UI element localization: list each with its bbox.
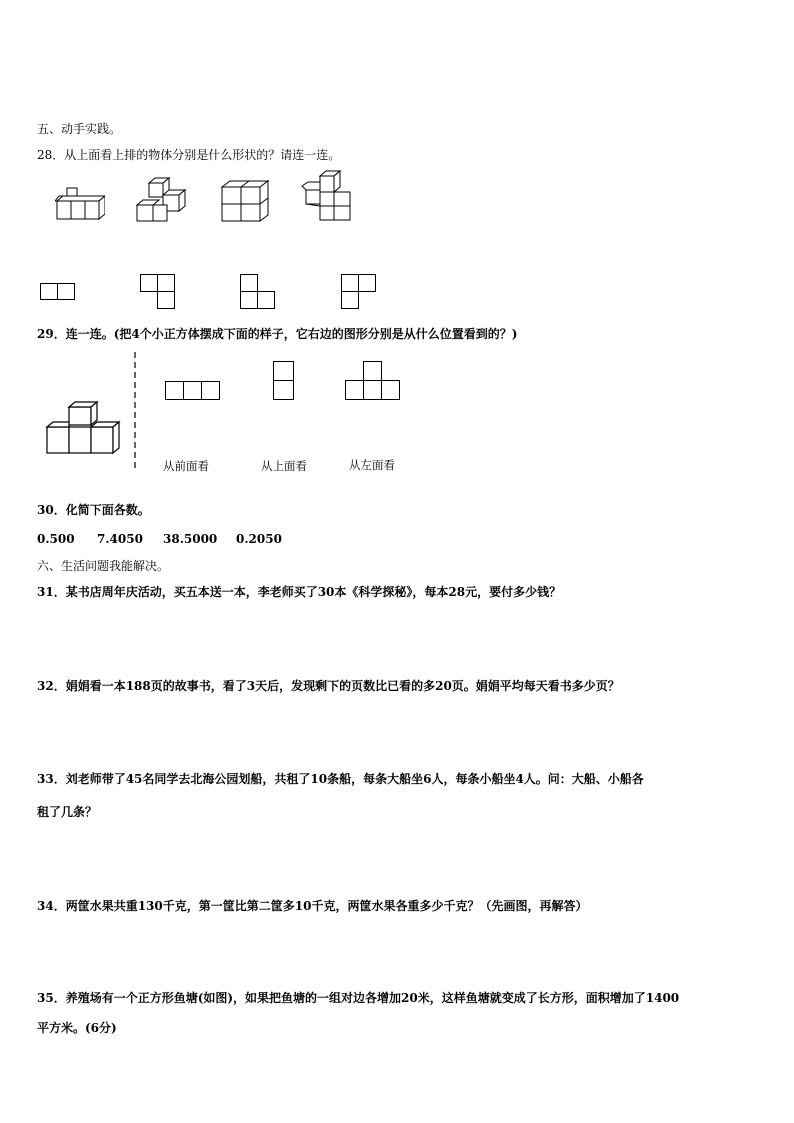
question-35-line-1: 35．养殖场有一个正方形鱼塘(如图)，如果把鱼塘的一组对边各增加20米，这样鱼塘就变成了长方形，面积增加了1400 bbox=[37, 991, 680, 1005]
question-32-text: 32．娟娟看一本188页的故事书，看了3天后，发现剩下的页数比已看的多20页。娟娟平均每天看书多少页？ bbox=[37, 679, 620, 693]
q29-view-top bbox=[273, 361, 295, 401]
q30-number-3: 38.5000 bbox=[163, 532, 218, 546]
section-6-title: 六、生活问题我能解决。 bbox=[37, 559, 170, 573]
q28-view-4 bbox=[341, 274, 377, 310]
question-30-text: 30．化简下面各数。 bbox=[37, 503, 150, 517]
q29-view-front bbox=[165, 381, 221, 401]
q30-number-2: 7.4050 bbox=[97, 532, 143, 546]
q28-view-2 bbox=[140, 274, 176, 310]
question-34-text: 34．两筐水果共重130千克，第一筐比第二筐多10千克，两筐水果各重多少千克？（先画图，再解答） bbox=[37, 899, 588, 913]
q30-number-4: 0.2050 bbox=[236, 532, 282, 546]
q28-solid-2 bbox=[135, 177, 187, 225]
q28-solid-1 bbox=[55, 185, 105, 225]
q29-label-top: 从上面看 bbox=[261, 459, 307, 473]
q28-view-1 bbox=[40, 283, 76, 301]
question-28-text: 28．从上面看上排的物体分别是什么形状的？请连一连。 bbox=[37, 148, 341, 162]
question-35-line-2: 平方米。(6分) bbox=[37, 1021, 117, 1035]
question-29-text: 29．连一连。(把4个小正方体摆成下面的样子，它右边的图形分别是从什么位置看到的？) bbox=[37, 327, 518, 341]
q29-label-front: 从前面看 bbox=[163, 459, 209, 473]
question-31-text: 31．某书店周年庆活动，买五本送一本，李老师买了30本《科学探秘》，每本28元，要付多少钱？ bbox=[37, 585, 562, 599]
q29-label-left: 从左面看 bbox=[349, 458, 395, 472]
section-5-title: 五、动手实践。 bbox=[37, 122, 122, 136]
question-33-line-1: 33．刘老师带了45名同学去北海公园划船，共租了10条船，每条大船坐6人，每条小船坐4人。问：大船、小船各 bbox=[37, 772, 644, 786]
q28-solid-4 bbox=[300, 170, 355, 225]
q29-dashed-divider bbox=[133, 352, 137, 472]
q30-number-1: 0.500 bbox=[37, 532, 75, 546]
question-33-line-2: 租了几条？ bbox=[37, 805, 98, 819]
q29-solid bbox=[45, 400, 125, 456]
q28-view-3 bbox=[240, 274, 276, 310]
q29-view-left bbox=[345, 361, 401, 401]
q28-solid-3 bbox=[220, 179, 270, 225]
